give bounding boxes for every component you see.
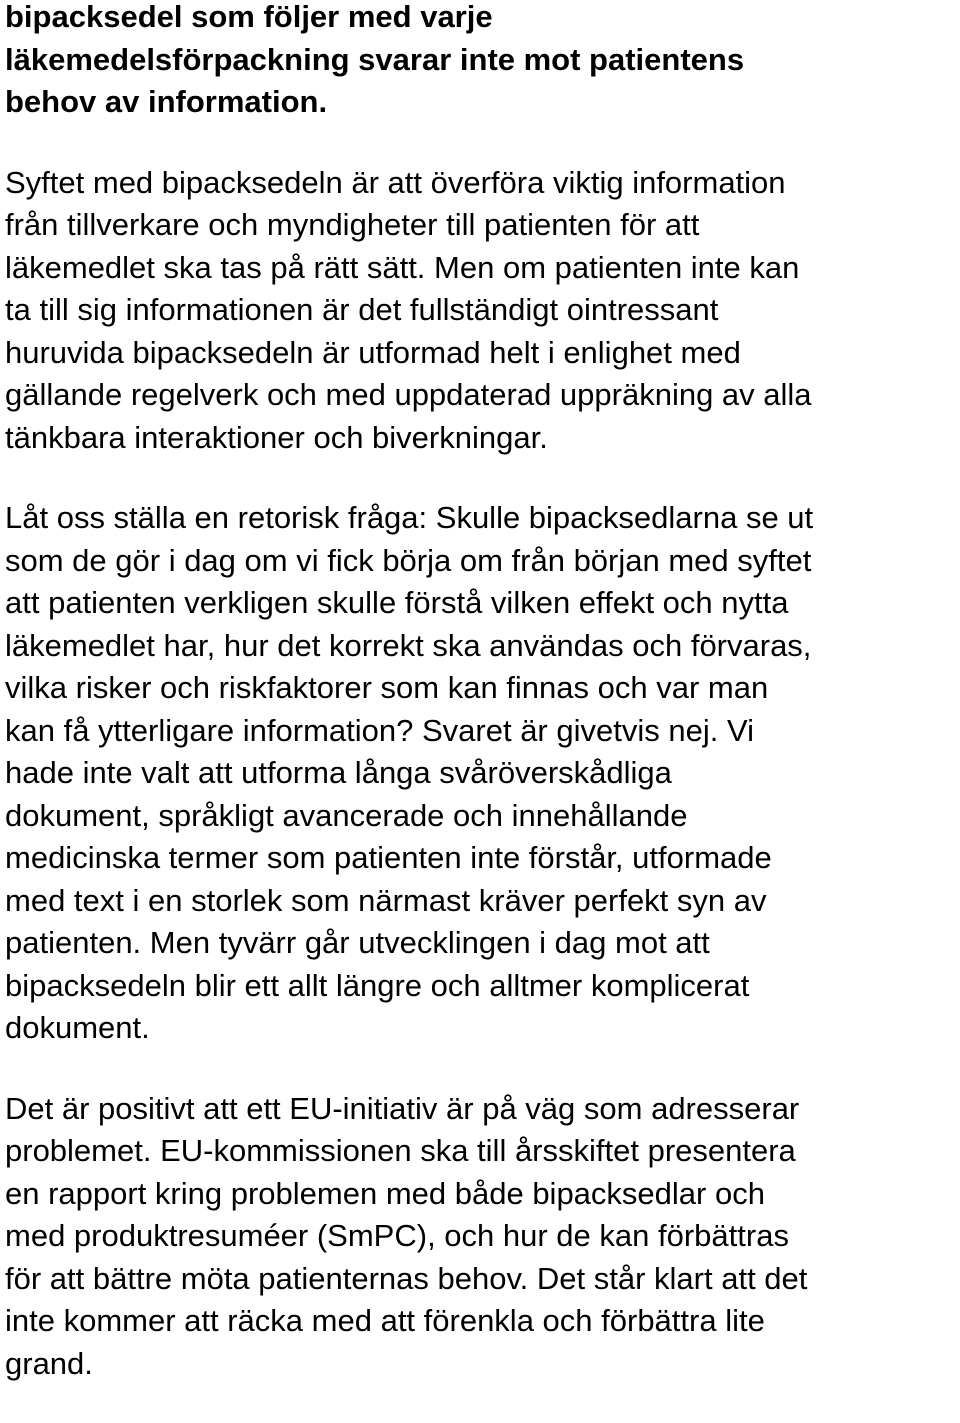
- text-line: för att bättre möta patienternas behov. Det står klart att det: [5, 1260, 808, 1296]
- text-line: behov av information.: [5, 84, 328, 119]
- text-line: huruvida bipacksedeln är utformad helt i enlighet med: [5, 334, 741, 370]
- text-line: som de gör i dag om vi fick börja om från början med syftet: [5, 542, 812, 578]
- text-line: bipacksedel som följer med varje: [5, 0, 493, 34]
- text-line: grand.: [5, 1345, 93, 1381]
- text-line: Låt oss ställa en retorisk fråga: Skulle bipacksedlarna se ut: [5, 500, 814, 535]
- text-line: med produktresuméer (SmPC), och hur de kan förbättras: [5, 1218, 789, 1253]
- text-line: dokument, språkligt avancerade och innehållande: [5, 797, 688, 833]
- text-line: ta till sig informationen är det fullständigt ointressant: [5, 292, 719, 327]
- text-line: patienten. Men tyvärr går utvecklingen i dag mot att: [5, 925, 710, 960]
- text-line: bipacksedeln blir ett allt längre och alltmer komplicerat: [5, 967, 750, 1003]
- text-line: tänkbara interaktioner och biverkningar.: [5, 419, 548, 455]
- paragraph-bold-heading: [5, 0, 957, 124]
- paragraph-rhetorical-question: [5, 497, 957, 1050]
- text-line: med text i en storlek som närmast kräver perfekt syn av: [5, 882, 767, 918]
- text-line: Det är positivt att ett EU-initiativ är på väg som adresserar: [5, 1090, 800, 1126]
- text-line: läkemedelsförpackning svarar inte mot patientens: [5, 41, 745, 77]
- text-line: medicinska termer som patienten inte förstår, utformade: [5, 840, 772, 875]
- paragraph-purpose: [5, 162, 957, 460]
- text-line: gällande regelverk och med uppdaterad uppräkning av alla: [5, 377, 812, 412]
- document-page: [5, 0, 957, 1423]
- paragraph-eu-initiative: [5, 1088, 957, 1386]
- text-line: inte kommer att räcka med att förenkla och förbättra lite: [5, 1303, 765, 1338]
- text-line: problemet. EU-kommissionen ska till årsskiftet presentera: [5, 1133, 796, 1168]
- text-line: Syftet med bipacksedeln är att överföra viktig information: [5, 164, 786, 200]
- text-line: en rapport kring problemen med både bipacksedlar och: [5, 1175, 765, 1211]
- text-line: läkemedlet ska tas på rätt sätt. Men om patienten inte kan: [5, 249, 800, 285]
- text-line: läkemedlet har, hur det korrekt ska användas och förvaras,: [5, 627, 812, 663]
- text-line: att patienten verkligen skulle förstå vilken effekt och nytta: [5, 585, 789, 620]
- text-line: dokument.: [5, 1010, 150, 1045]
- text-line: kan få ytterligare information? Svaret är givetvis nej. Vi: [5, 712, 754, 748]
- text-line: vilka risker och riskfaktorer som kan finnas och var man: [5, 670, 769, 705]
- text-line: från tillverkare och myndigheter till patienten för att: [5, 207, 700, 242]
- text-line: hade inte valt att utforma långa svåröverskådliga: [5, 755, 672, 790]
